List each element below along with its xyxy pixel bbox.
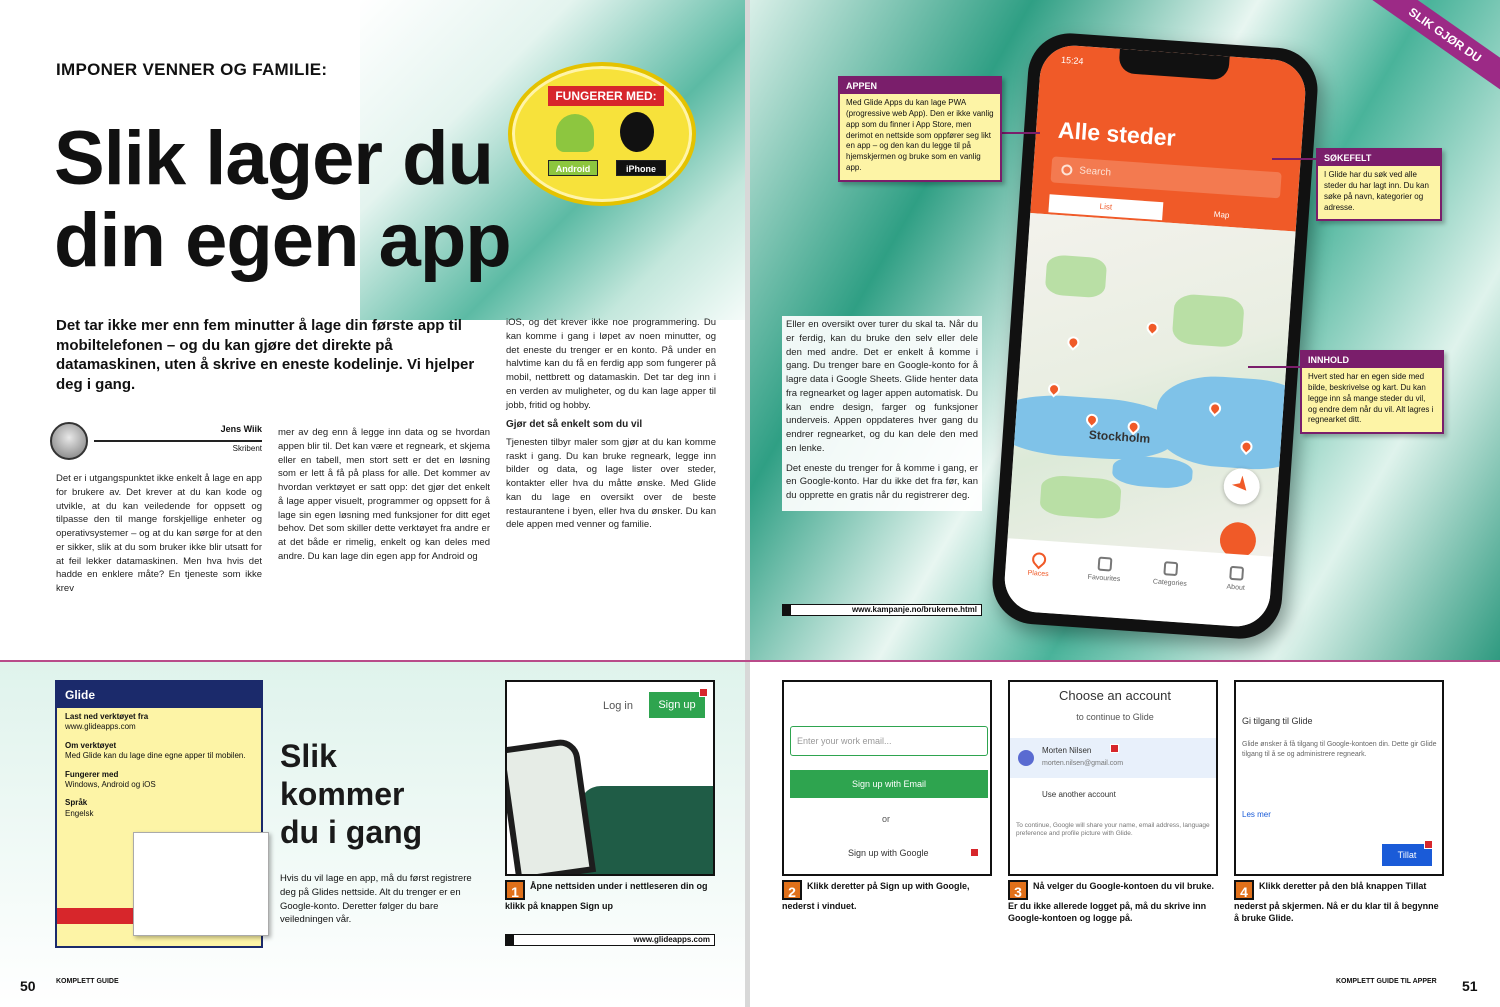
step-1-screenshot [505,680,715,876]
info-icon [1229,566,1244,581]
iphone-label: iPhone [616,160,666,176]
android-icon [556,114,594,152]
account-email: morten.nilsen@gmail.com [1042,760,1124,767]
step-3-screenshot [1008,680,1218,876]
title-line-1: Slik lager du [54,116,493,201]
section-title [280,738,422,851]
factbox-row [57,766,261,795]
allow-button[interactable]: Tillat [1382,844,1432,866]
paragraph: Eller en oversikt over turer du skal ta. Når du er ferdig, kan du bruke den selv eller dele den med andre. Det er enkelt å komme i gang. Du trenger bare en Google-konto for å lagre data i Google Sheets. Glide henter data fra regnearket og lager appen automatisk. Du kan endre design, farger og funksjoner underveis. Appen oppdateres hver gang du endrer regnearket, og du kan dele den med en lenke. [786,319,978,454]
factbox-label: Fungerer med [65,769,119,779]
author-name: Jens Wiik [220,424,262,434]
phone-screen [1003,43,1308,628]
factbox-label: Om verktøyet [65,740,117,750]
body-column-4 [782,316,982,511]
nav-categories[interactable] [1137,559,1205,589]
badge-label: FUNGERER MED: [548,86,664,106]
factbox [55,680,263,948]
page-number: 51 [1462,978,1478,994]
section-title-line: du i gang [280,813,423,850]
callout-text: Med Glide Apps du kan lage PWA (progressive web App). Den er ikke vanlig app som du finner i App Store, men derimot en nettside som oppfører seg likt en app – og den kan du legge til på hjemskjermen og bruke som en vanlig app. [846,98,994,172]
step-number: 4 [1234,880,1254,900]
subheading: Gjør det så enkelt som du vil [506,419,643,431]
step-text: Klikk deretter på Sign up with Google, nederst i vinduet. [782,881,970,911]
nav-label: Categories [1152,578,1187,588]
park-area [1172,293,1245,348]
factbox-title: Glide [57,682,261,708]
app-title: Alle steder [1057,116,1177,151]
url-reference: www.kampanje.no/brukerne.html [782,604,982,616]
nav-favourites[interactable] [1071,555,1139,585]
map-pin-icon[interactable] [1065,334,1082,351]
permission-text: Glide ønsker å få tilgang til Google-kontoen din. Dette gir Glide tilgang til å se og administrere regneark. [1242,741,1437,758]
nav-places[interactable] [1005,550,1073,580]
step-4-screenshot [1234,680,1444,876]
park-area [1045,254,1108,298]
step-4-caption [1234,880,1446,924]
search-icon [1061,164,1073,176]
paragraph: mer av deg enn å legge inn data og se hvordan appen blir til. Det kan være et regneark, et skjema eller en tabell, men stort sett er det en løsning som er lett å få på plass for alle. Det kommer av hvordan verktøyet er satt opp: det gjør det enkelt å lage apper visuelt, programmer og oppsett for å lage sin egen løsning med funksjoner for ditt eget behov. Det som skiller dette verktøyet fra andre er at det både er rimelig, enkelt og kan deles med andre. Du kan lage din egen app for Android og [278,427,490,562]
factbox-value: Med Glide kan du lage dine egne apper til mobilen. [65,751,246,761]
step-text: Åpne nettsiden under i nettleseren din og klikk på knappen Sign up [505,881,708,911]
callout-heading: INNHOLD [1302,352,1442,368]
decorative-shape [579,786,715,876]
step-marker [1424,840,1433,849]
account-option[interactable] [1010,738,1218,778]
park-area [1039,474,1122,519]
nav-about[interactable] [1202,564,1270,594]
callout-connector [1248,366,1302,368]
divider [94,440,262,442]
nav-label: Places [1027,569,1049,579]
callout-text: Hvert sted har en egen side med bilde, beskrivelse og kart. Du kan legge inn så mange steder du vil, og endre dem når du vil. Alt lagres i regnearket ditt. [1308,372,1434,425]
login-link[interactable]: Log in [603,700,633,712]
factbox-value: Windows, Android og iOS [65,779,156,789]
step-number: 3 [1008,880,1028,900]
step-1-caption [505,880,717,912]
step-text: Nå velger du Google-kontoen du vil bruke. Er du ikke allerede logget på, må du skrive inn Google-kontoen og logge på. [1008,881,1215,924]
avatar [1018,750,1034,766]
page-number: 50 [20,978,36,994]
read-more-link[interactable]: Les mer [1242,810,1271,819]
body-column-2 [278,426,490,570]
status-time: 15:24 [1060,54,1084,67]
footer-text: KOMPLETT GUIDE [56,978,119,985]
factbox-row [57,794,261,823]
section-intro: Hvis du vil lage en app, må du først registrere deg på Glides nettside. Alt du trenger er en Google-konto. Deretter følger du bare veiledningen vår. [280,873,472,926]
callout-connector [1272,158,1318,160]
callout-heading: APPEN [840,78,1000,94]
use-another-account[interactable]: Use another account [1042,790,1116,799]
avatar [50,422,88,460]
step-2-screenshot [782,680,992,876]
factbox-row [57,737,261,766]
step-number: 2 [782,880,802,900]
paragraph: Det er i utgangspunktet ikke enkelt å lage en app for brukere av. Det krever at du kan kode og utvikle, at du kan veiledende for oppsett og tilpasse den til mange forskjellige enheter og operativsystemer – og at du kan sørge for at den er sikker, slik at du som bruker ikke blir utsatt for at feil lekker datamaskinen. Men hva hvis det hadde en enklere måte? En tjeneste som ikke krev [56,473,262,595]
grid-icon [1163,561,1178,576]
step-marker [970,848,979,857]
section-title-line: Slik [280,738,337,774]
tab-map[interactable]: Map [1213,209,1230,220]
title-line-2: din egen app [54,198,511,284]
body-column-1 [56,472,262,602]
step-3-caption [1008,880,1220,924]
signup-button[interactable]: Sign up [649,692,705,718]
account-name: Morten Nilsen [1042,746,1092,755]
map-pin-icon[interactable] [1144,319,1161,336]
search-input[interactable] [1050,156,1281,198]
callout-app [838,76,1002,182]
google-signup-button[interactable]: Sign up with Google [848,848,929,858]
search-placeholder: Search [1078,165,1112,179]
callout-text: I Glide har du søk ved alle steder du har lagt inn. Du kan søke på navn, kategorier og adresse. [1324,170,1429,212]
water-area [1153,372,1307,473]
map-city-label: Stockholm [1088,427,1151,446]
factbox-label: Språk [65,798,88,808]
email-signup-button[interactable]: Sign up with Email [790,770,988,798]
navigation-icon [1232,476,1252,496]
step-marker [1110,744,1119,753]
factbox-value: www.glideapps.com [65,722,136,732]
factbox-screenshot [133,832,269,936]
water-area [1112,454,1194,490]
factbox-value: Engelsk [65,808,94,818]
apple-icon [620,112,654,152]
or-separator: or [882,814,891,824]
map-view[interactable] [1008,213,1296,557]
tab-list[interactable]: List [1048,194,1163,220]
left-page [0,0,745,1007]
paragraph: iOS, og det krever ikke noe programmering. Du kan komme i gang i løpet av noen minutter, og det eneste du trenger er en konto. På under en halvtime kan du få en ferdig app som fungerer på mobil, nettbrett og datamaskin. Det tar deg inn i en verden av muligheter, og du kan lage apper til jobb, fritid og hobby. [506,317,716,411]
author-role: Skribent [232,444,262,453]
factbox-row [57,708,261,737]
callout-content [1300,350,1444,434]
callout-search [1316,148,1442,221]
nav-label: Favourites [1087,573,1121,584]
page-title [54,118,514,282]
consent-text: To continue, Google will share your name, email address, language preference and profile picture with Glide. [1016,822,1210,838]
callout-heading: SØKEFELT [1318,150,1440,166]
android-label: Android [548,160,598,176]
kicker: IMPONER VENNER OG FAMILIE: [56,60,328,79]
platform-badge [508,62,696,206]
url-reference: www.glideapps.com [505,934,715,946]
permission-title: Gi tilgang til Glide [1242,716,1313,726]
star-icon [1097,557,1112,572]
factbox-label: Last ned verktøyet fra [65,712,149,721]
paragraph: Det eneste du trenger for å komme i gang, er en Google-konto. Har du ikke det fra før, kan du opprette en gratis når du registrerer deg. [786,462,978,502]
author-byline [50,422,262,460]
section-divider [0,660,1500,662]
step-marker [699,688,708,697]
phone-mockup [990,31,1321,642]
pin-icon [1029,550,1049,570]
corner-tag: SLIK GJØR DU [1368,0,1500,94]
step-text: Klikk deretter på den blå knappen Tillat nederst på skjermen. Nå er du klar til å begynne å bruke Glide. [1234,881,1439,924]
account-chooser-subtitle: to continue to Glide [1076,712,1154,722]
body-column-3 [506,316,716,538]
paragraph: Tjenesten tilbyr maler som gjør at du kan komme raskt i gang. Du kan bruke regneark, legge inn bilder og data, og lage lister over steder, kontakter eller hva du måtte ønske. Med Glide kan du lage en oversikt over de beste restaurantene i byen, eller hva du ønsker. Du kan dele appen med venner og familie. [506,436,716,531]
step-2-caption [782,880,994,912]
phone-graphic [505,737,596,876]
lead-paragraph: Det tar ikke mer enn fem minutter å lage din første app til mobiltelefonen – og du kan gjøre det direkte på datamaskinen, uten å skrive en eneste kodelinje. Vi hjelper deg i gang. [56,317,475,393]
callout-connector [1000,132,1040,134]
step-number: 1 [505,880,525,900]
email-input[interactable]: Enter your work email... [790,726,988,756]
account-chooser-title: Choose an account [1058,688,1172,703]
section-title-line: kommer [280,775,405,812]
nav-label: About [1226,583,1245,592]
footer-text: KOMPLETT GUIDE TIL APPER [1336,978,1437,985]
